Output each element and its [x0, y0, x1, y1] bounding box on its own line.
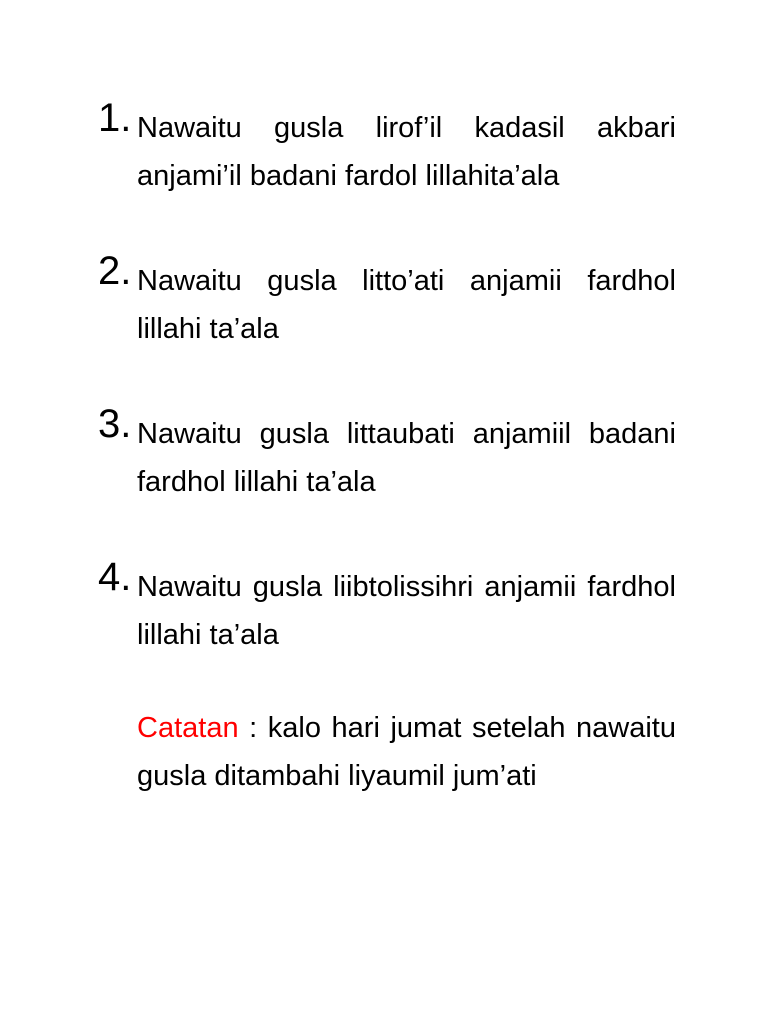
list-number: 3. [98, 402, 132, 446]
list-item-text: Nawaitu gusla lirof’il kadasil akbari anjami’il badani fardol lillahita’ala [137, 112, 676, 192]
list-item-1 [98, 96, 676, 200]
list-item-text: Nawaitu gusla littaubati anjamiil badani fardhol lillahi ta’ala [137, 418, 676, 498]
list-number: 2. [98, 249, 132, 293]
note-label: Catatan [137, 712, 239, 744]
list-item-text: Nawaitu gusla liibtolissihri anjamii fardhol lillahi ta’ala [137, 571, 676, 651]
note-paragraph [137, 704, 676, 800]
list-item-text: Nawaitu gusla litto’ati anjamii fardhol lillahi ta’ala [137, 265, 676, 345]
list-item-2 [98, 249, 676, 353]
list-number: 1. [98, 96, 132, 140]
note-text: : kalo hari jumat setelah nawaitu gusla ditambahi liyaumil jum’ati [137, 712, 676, 792]
list-item-4 [98, 555, 676, 659]
list-item-3 [98, 402, 676, 506]
list-number: 4. [98, 555, 132, 599]
